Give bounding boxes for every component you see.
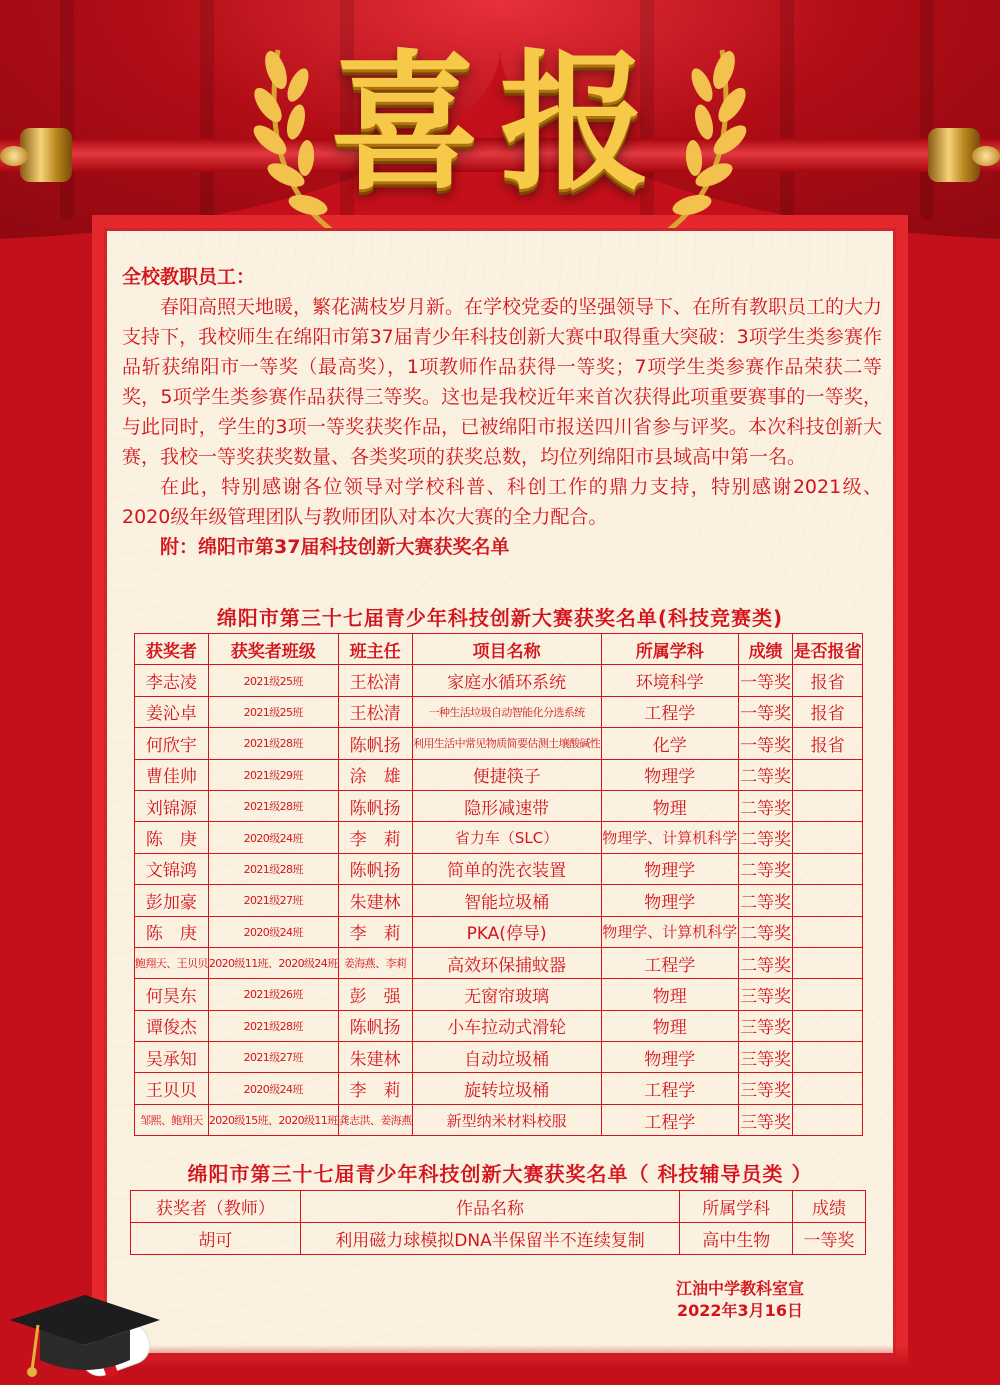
table-cell: 李 莉 bbox=[338, 916, 412, 947]
table-cell: 三等奖 bbox=[738, 1042, 792, 1073]
table-cell: 化学 bbox=[601, 728, 738, 759]
table-cell bbox=[793, 790, 863, 821]
table-cell: 2021级28班 bbox=[208, 853, 338, 884]
table-cell: 工程学 bbox=[601, 1104, 738, 1135]
table-cell: 自动垃圾桶 bbox=[412, 1042, 601, 1073]
paragraph: 在此，特别感谢各位领导对学校科普、科创工作的鼎力支持，特别感谢2021级、2020级年级管理团队与教师团队对本次大赛的全力配合。 bbox=[122, 476, 882, 528]
table-cell: 报省 bbox=[793, 728, 863, 759]
table-cell: 陈帆扬 bbox=[338, 790, 412, 821]
table-row bbox=[135, 822, 863, 853]
table-cell bbox=[793, 885, 863, 916]
teacher-award-table bbox=[130, 1190, 866, 1255]
table-cell: 二等奖 bbox=[738, 822, 792, 853]
table-cell: 2021级25班 bbox=[208, 665, 338, 696]
table-row bbox=[135, 916, 863, 947]
table-cell: 2020级15班、2020级11班 bbox=[208, 1104, 338, 1135]
table-cell: 2021级29班 bbox=[208, 759, 338, 790]
table-cell: 鲍翔天、王贝贝 bbox=[135, 947, 209, 978]
table-cell: 家庭水循环系统 bbox=[412, 665, 601, 696]
table-cell: 工程学 bbox=[601, 1073, 738, 1104]
table-cell: 2021级27班 bbox=[208, 1042, 338, 1073]
table-cell: 环境科学 bbox=[601, 665, 738, 696]
table-cell: 2021级26班 bbox=[208, 979, 338, 1010]
table-cell bbox=[793, 759, 863, 790]
table-cell: 高中生物 bbox=[680, 1223, 793, 1255]
table-row bbox=[135, 665, 863, 696]
table-cell: 报省 bbox=[793, 696, 863, 727]
signature-org: 江油中学教科室宣 bbox=[675, 1279, 804, 1298]
table-cell: 二等奖 bbox=[738, 759, 792, 790]
table-cell: 二等奖 bbox=[738, 790, 792, 821]
header-cell: 获奖者 bbox=[135, 634, 209, 665]
table-cell: 新型纳米材料校服 bbox=[412, 1104, 601, 1135]
table-cell: 邹熙、鲍翔天 bbox=[135, 1104, 209, 1135]
table-cell: 物理 bbox=[601, 1010, 738, 1041]
table-cell: 刘锦源 bbox=[135, 790, 209, 821]
table-cell: 姜沁卓 bbox=[135, 696, 209, 727]
table-cell: 省力车（SLC） bbox=[412, 822, 601, 853]
table-cell: 2021级28班 bbox=[208, 1010, 338, 1041]
table-cell: 旋转垃圾桶 bbox=[412, 1073, 601, 1104]
table-cell: 2020级24班 bbox=[208, 1073, 338, 1104]
student-table-body bbox=[135, 665, 863, 1136]
table-cell: 物理学 bbox=[601, 759, 738, 790]
table-header-row bbox=[135, 634, 863, 665]
table-cell bbox=[793, 979, 863, 1010]
table-row bbox=[135, 696, 863, 727]
table-cell: 物理学 bbox=[601, 1042, 738, 1073]
table-cell bbox=[793, 1104, 863, 1135]
letter-body bbox=[122, 262, 882, 562]
table-cell: 2020级11班、2020级24班 bbox=[208, 947, 338, 978]
header-cell: 获奖者班级 bbox=[208, 634, 338, 665]
table-cell: 2021级27班 bbox=[208, 885, 338, 916]
table-cell: 物理学 bbox=[601, 885, 738, 916]
table-row bbox=[135, 1073, 863, 1104]
student-award-table bbox=[134, 633, 863, 1136]
table-cell: 无窗帘玻璃 bbox=[412, 979, 601, 1010]
graduation-cap-icon bbox=[10, 1290, 160, 1385]
table-cell: 小车拉动式滑轮 bbox=[412, 1010, 601, 1041]
header-cell: 成绩 bbox=[793, 1191, 866, 1223]
table-row bbox=[135, 759, 863, 790]
table-cell: 一等奖 bbox=[738, 696, 792, 727]
header-cell: 成绩 bbox=[738, 634, 792, 665]
table-cell: 李志凌 bbox=[135, 665, 209, 696]
table-cell bbox=[793, 1042, 863, 1073]
greeting: 全校教职员工： bbox=[122, 266, 256, 288]
table-cell: 曹佳帅 bbox=[135, 759, 209, 790]
table-cell: 彭 强 bbox=[338, 979, 412, 1010]
table-cell: 智能垃圾桶 bbox=[412, 885, 601, 916]
table-cell: 三等奖 bbox=[738, 1010, 792, 1041]
table-cell bbox=[793, 947, 863, 978]
header-cell: 所属学科 bbox=[680, 1191, 793, 1223]
table-cell: 彭加豪 bbox=[135, 885, 209, 916]
table-cell: 姜海燕、李莉 bbox=[338, 947, 412, 978]
header-cell: 作品名称 bbox=[300, 1191, 680, 1223]
table-cell bbox=[793, 1073, 863, 1104]
title-container bbox=[0, 35, 1000, 211]
table-cell: 工程学 bbox=[601, 947, 738, 978]
header-cell: 所属学科 bbox=[601, 634, 738, 665]
table-cell: 胡可 bbox=[131, 1223, 301, 1255]
table-cell bbox=[793, 822, 863, 853]
table-cell: 吴承知 bbox=[135, 1042, 209, 1073]
table-cell: 何欣宇 bbox=[135, 728, 209, 759]
table-cell: 文锦鸿 bbox=[135, 853, 209, 884]
signature-date: 2022年3月16日 bbox=[677, 1301, 803, 1320]
table-cell: 2021级28班 bbox=[208, 790, 338, 821]
table-cell: 李 莉 bbox=[338, 822, 412, 853]
table-cell: 物理学、计算机科学 bbox=[601, 916, 738, 947]
table-cell: 一等奖 bbox=[738, 728, 792, 759]
table-cell: 利用生活中常见物质简要估测土壤酸碱性 bbox=[412, 728, 601, 759]
table-cell: 利用磁力球模拟DNA半保留半不连续复制 bbox=[300, 1223, 680, 1255]
table-cell: 物理学、计算机科学 bbox=[601, 822, 738, 853]
table-cell bbox=[793, 1010, 863, 1041]
table-cell: 工程学 bbox=[601, 696, 738, 727]
table-cell: 二等奖 bbox=[738, 853, 792, 884]
table-cell: 王贝贝 bbox=[135, 1073, 209, 1104]
table-cell: 物理 bbox=[601, 790, 738, 821]
table-cell: 陈帆扬 bbox=[338, 853, 412, 884]
table-row bbox=[135, 1104, 863, 1135]
table-cell: 简单的洗衣装置 bbox=[412, 853, 601, 884]
table-cell bbox=[793, 916, 863, 947]
table-cell: 一种生活垃圾自动智能化分选系统 bbox=[412, 696, 601, 727]
table-cell: PKA(停导) bbox=[412, 916, 601, 947]
student-table-title: 绵阳市第三十七届青少年科技创新大赛获奖名单(科技竞赛类) bbox=[216, 606, 784, 630]
table-cell: 隐形减速带 bbox=[412, 790, 601, 821]
table-row bbox=[135, 1042, 863, 1073]
table-row bbox=[135, 728, 863, 759]
table-cell: 一等奖 bbox=[793, 1223, 866, 1255]
table-cell: 王松清 bbox=[338, 696, 412, 727]
table-cell: 三等奖 bbox=[738, 1104, 792, 1135]
header-cell: 班主任 bbox=[338, 634, 412, 665]
table-cell: 王松清 bbox=[338, 665, 412, 696]
table-cell: 2020级24班 bbox=[208, 916, 338, 947]
table-cell: 谭俊杰 bbox=[135, 1010, 209, 1041]
table-cell: 李 莉 bbox=[338, 1073, 412, 1104]
table-cell: 便捷筷子 bbox=[412, 759, 601, 790]
table-row bbox=[135, 979, 863, 1010]
table-header-row bbox=[131, 1191, 866, 1223]
table-cell: 2021级28班 bbox=[208, 728, 338, 759]
table-row bbox=[135, 853, 863, 884]
teacher-table-title: 绵阳市第三十七届青少年科技创新大赛获奖名单（ 科技辅导员类 ） bbox=[187, 1162, 813, 1186]
table-cell: 物理学 bbox=[601, 853, 738, 884]
page-title: 喜报 bbox=[329, 35, 670, 211]
table-cell: 物理 bbox=[601, 979, 738, 1010]
table-row bbox=[135, 790, 863, 821]
paragraph: 春阳高照天地暖，繁花满枝岁月新。在学校党委的坚强领导下、在所有教职员工的大力支持下，我校师生在绵阳市第37届青少年科技创新大赛中取得重大突破：3项学生类参赛作品斩获绵阳市一等奖（最高奖），1项教师作品获得一等奖；7项学生类参赛作品荣获二等奖，5项学生类参赛作品获得三等奖。这也是我校近年来首次获得此项重要赛事的一等奖，与此同时，学生的3项一等奖获奖作品，已被绵阳市报送四川省参与评奖。本次科技创新大赛，我校一等奖获奖数量、各类奖项的获奖总数，均位列绵阳市县域高中第一名。 bbox=[122, 296, 883, 468]
table-cell: 2021级25班 bbox=[208, 696, 338, 727]
table-cell: 高效环保捕蚊器 bbox=[412, 947, 601, 978]
table-cell: 陈帆扬 bbox=[338, 728, 412, 759]
table-cell: 报省 bbox=[793, 665, 863, 696]
table-cell: 2020级24班 bbox=[208, 822, 338, 853]
table-cell: 一等奖 bbox=[738, 665, 792, 696]
table-cell: 二等奖 bbox=[738, 916, 792, 947]
table-cell: 二等奖 bbox=[738, 947, 792, 978]
table-cell: 陈帆扬 bbox=[338, 1010, 412, 1041]
table-cell: 朱建林 bbox=[338, 885, 412, 916]
table-cell: 三等奖 bbox=[738, 1073, 792, 1104]
header-cell: 是否报省 bbox=[793, 634, 863, 665]
table-cell: 涂 雄 bbox=[338, 759, 412, 790]
table-cell: 龚志洪、姜海燕 bbox=[338, 1104, 412, 1135]
table-cell: 三等奖 bbox=[738, 979, 792, 1010]
table-row bbox=[131, 1223, 866, 1255]
header-cell: 获奖者（教师） bbox=[131, 1191, 301, 1223]
table-cell: 陈 庚 bbox=[135, 916, 209, 947]
table-row bbox=[135, 947, 863, 978]
table-cell: 朱建林 bbox=[338, 1042, 412, 1073]
table-row bbox=[135, 885, 863, 916]
header-cell: 项目名称 bbox=[412, 634, 601, 665]
signature bbox=[676, 1278, 804, 1322]
table-cell bbox=[793, 853, 863, 884]
table-cell: 陈 庚 bbox=[135, 822, 209, 853]
appendix-note: 附：绵阳市第37届科技创新大赛获奖名单 bbox=[160, 536, 510, 558]
table-row bbox=[135, 1010, 863, 1041]
table-cell: 何昊东 bbox=[135, 979, 209, 1010]
table-cell: 二等奖 bbox=[738, 885, 792, 916]
